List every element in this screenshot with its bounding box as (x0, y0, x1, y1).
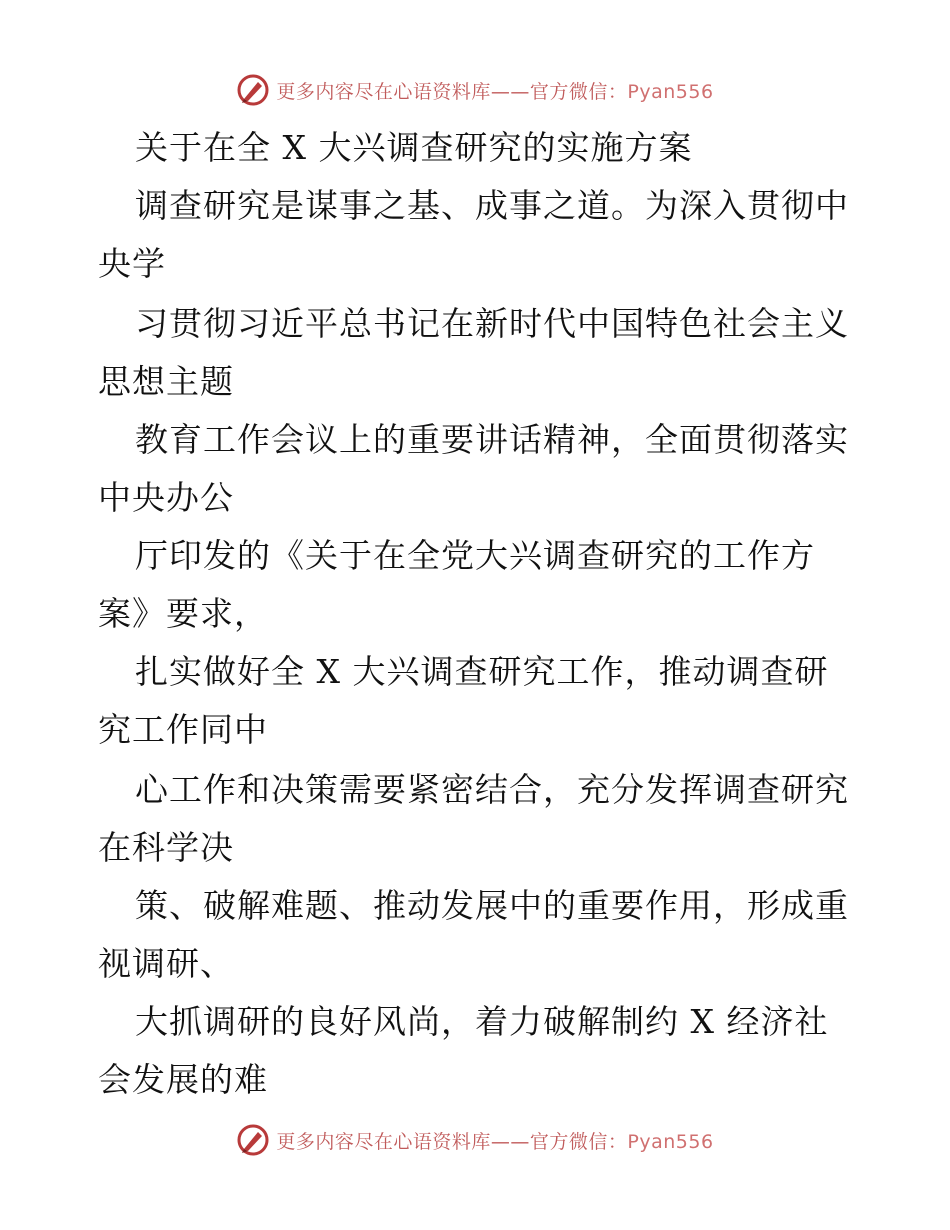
paragraph-line: 扎实做好全 X 大兴调查研究工作，推动调查研 (135, 652, 829, 691)
paragraph-line: 厅印发的《关于在全党大兴调查研究的工作方 (135, 536, 815, 575)
paragraph-line: 在科学决 (98, 828, 234, 867)
paragraph-line: 大抓调研的良好风尚，着力破解制约 X 经济社 (135, 1002, 829, 1041)
paragraph-line: 视调研、 (98, 944, 234, 983)
paragraph-line: 究工作同中 (98, 710, 268, 749)
paragraph-line: 会发展的难 (98, 1060, 268, 1099)
paragraph-line: 案》要求， (98, 594, 268, 633)
pen-logo-icon (236, 1123, 270, 1157)
document-title: 关于在全 X 大兴调查研究的实施方案 (135, 128, 693, 167)
paragraph-line: 调查研究是谋事之基、成事之道。为深入贯彻中 (135, 186, 849, 225)
header-banner-text (276, 77, 713, 104)
header-banner (0, 70, 950, 110)
header-wechat-id: Pyan556 (627, 80, 714, 103)
footer-banner-text (276, 1127, 713, 1154)
header-banner-label: 更多内容尽在心语资料库——官方微信： (276, 80, 628, 103)
paragraph-line: 思想主题 (98, 362, 234, 401)
paragraph-line: 中央办公 (98, 478, 234, 517)
footer-banner-label: 更多内容尽在心语资料库——官方微信： (276, 1130, 628, 1153)
paragraph-line: 心工作和决策需要紧密结合，充分发挥调查研究 (135, 770, 849, 809)
paragraph-line: 央学 (98, 244, 166, 283)
paragraph-line: 策、破解难题、推动发展中的重要作用，形成重 (135, 886, 849, 925)
paragraph-line: 习贯彻习近平总书记在新时代中国特色社会主义 (135, 304, 849, 343)
paragraph-line: 教育工作会议上的重要讲话精神，全面贯彻落实 (135, 420, 849, 459)
footer-wechat-id: Pyan556 (627, 1130, 714, 1153)
footer-banner (0, 1120, 950, 1160)
pen-logo-icon (236, 73, 270, 107)
